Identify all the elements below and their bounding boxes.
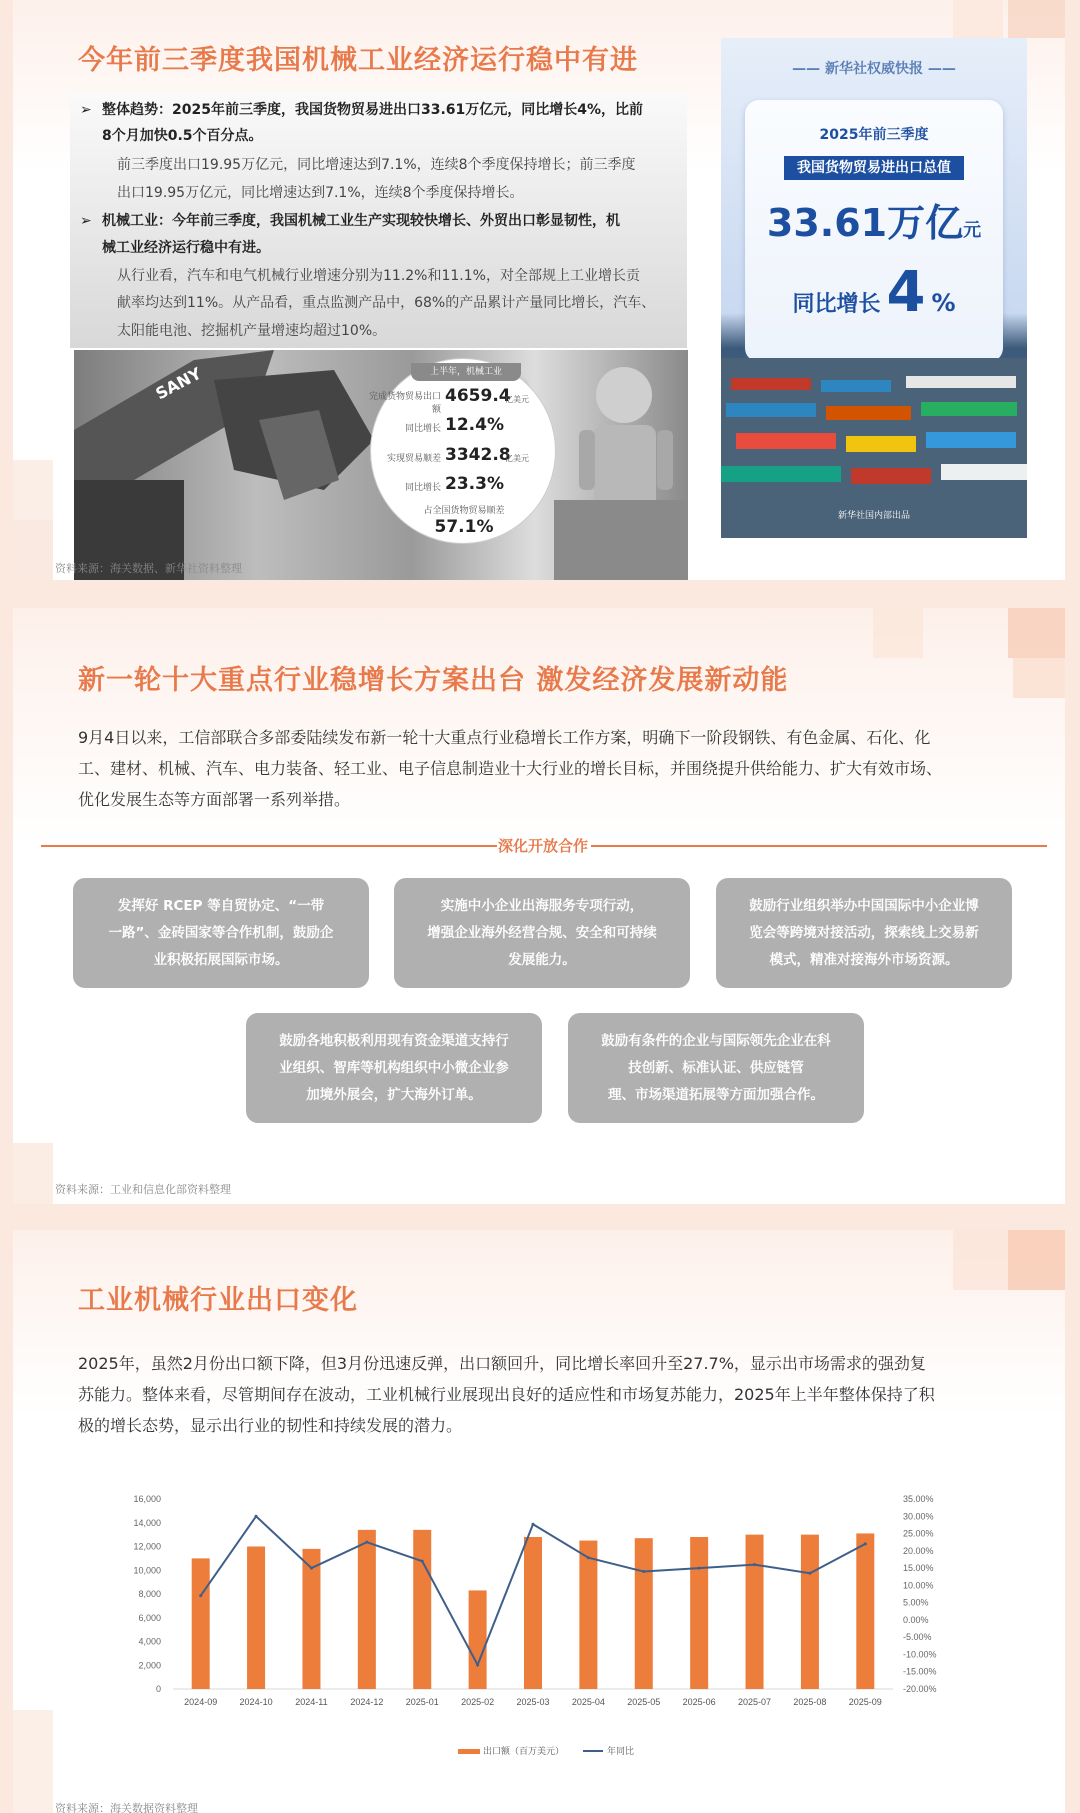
section3-title: 工业机械行业出口变化: [78, 1285, 358, 1316]
chart-yoy-point-2025-09: [864, 1542, 867, 1545]
chart-category-label: 2024-09: [184, 1697, 218, 1707]
chart-bar-2025-03: [524, 1537, 542, 1689]
right-axis-tick: -20.00%: [903, 1684, 937, 1694]
stats-value1: 4659.4: [445, 386, 511, 406]
divider-right: [591, 845, 1047, 847]
chart-yoy-point-2025-03: [532, 1523, 535, 1526]
section3-para1: 2025年，虽然2月份出口额下降，但3月份迅速反弹，出口额回升，同比增长率回升至27.7%，显示出市场需求的强劲复: [78, 1354, 926, 1373]
left-axis-tick: 14,000: [133, 1517, 161, 1528]
chart-bar-2024-12: [358, 1530, 376, 1689]
right-axis-tick: 25.00%: [903, 1528, 934, 1539]
chart-yoy-point-2025-05: [642, 1570, 645, 1573]
chart-yoy-point-2025-02: [476, 1663, 479, 1666]
left-axis-tick: 8,000: [138, 1589, 161, 1599]
sany-logo: SANY: [152, 363, 205, 404]
section3-para3: 极的增长态势，显示出行业的韧性和持续发展的潜力。: [78, 1416, 463, 1435]
stats-share: 57.1%: [434, 517, 494, 537]
chart-yoy-point-2025-01: [421, 1560, 424, 1563]
right-axis-tick: 0.00%: [903, 1614, 929, 1625]
chart-yoy-point-2025-07: [753, 1563, 756, 1566]
news-growth-label: 同比增长: [792, 292, 881, 317]
stats-growth2: 23.3%: [445, 474, 504, 494]
section3-para2: 苏能力。整体来看，尽管期间存在波动，工业机械行业展现出良好的适应性和市场复苏能力，2025年上半年整体保持了积: [78, 1385, 935, 1404]
right-axis-tick: 10.00%: [903, 1580, 934, 1591]
right-axis-tick: 15.00%: [903, 1563, 934, 1574]
stats-label2: 实现贸易顺差: [386, 454, 441, 464]
panel-machinery-overview: [13, 0, 1065, 580]
chart-bar-2025-08: [801, 1535, 819, 1689]
xinhua-news-card: [721, 38, 1027, 538]
section2-para2: 工、建材、机械、汽车、电力装备、轻工业、电子信息制造业十大行业的增长目标，并围绕提升供给能力、扩大有效市场、: [78, 759, 943, 778]
right-axis-tick: 30.00%: [903, 1511, 934, 1522]
chart-yoy-point-2024-10: [255, 1515, 258, 1518]
arrow-icon: ➢: [80, 102, 92, 118]
stats-unit1: 亿美元: [505, 395, 529, 404]
bullet-machinery-sub2: 献率均达到11%。从产品看，重点监测产品中，68%的产品累计产量同比增长，汽车、: [117, 295, 656, 311]
left-axis-tick: 6,000: [138, 1612, 161, 1623]
measure-card-expo: 鼓励行业组织举办中国国际中小企业博 览会等跨境对接活动，探索线上交易新 模式，精准对接海外市场资源。: [716, 878, 1012, 988]
chart-bar-2024-11: [302, 1549, 320, 1689]
stats-growth-label1: 同比增长: [404, 424, 441, 434]
panel-export-change: [13, 1230, 1065, 1813]
section2-para1: 9月4日以来，工信部联合多部委陆续发布新一轮十大重点行业稳增长工作方案，明确下一阶段钢铁、有色金属、石化、化: [78, 728, 931, 747]
chart-yoy-point-2024-12: [365, 1541, 368, 1544]
chart-category-label: 2025-01: [405, 1697, 439, 1707]
section2-para3: 优化发展生态等方面部署一系列举措。: [78, 790, 351, 809]
chart-category-label: 2024-12: [350, 1697, 384, 1707]
right-axis-tick: 35.00%: [903, 1494, 934, 1504]
stats-share-label: 占全国货物贸易顺差: [423, 506, 505, 516]
chart-yoy-point-2024-09: [199, 1594, 202, 1597]
chart-category-label: 2025-05: [627, 1697, 661, 1707]
news-value: 33.61万亿: [766, 201, 964, 245]
left-axis-tick: 4,000: [138, 1636, 161, 1647]
left-axis-tick: 2,000: [138, 1660, 161, 1671]
stats-heading: 上半年，机械工业: [411, 363, 521, 381]
section1-title: 今年前三季度我国机械工业经济运行稳中有进: [78, 45, 638, 76]
chart-bar-2025-01: [413, 1530, 431, 1689]
panel-ten-industries: [13, 608, 1065, 1204]
export-chart: [13, 1230, 1065, 1813]
measure-card-cooperation: 鼓励有条件的企业与国际领先企业在科 技创新、标准认证、供应链管 理、市场渠道拓展等方面加强合作。: [568, 1013, 864, 1123]
news-period: 2025年前三季度: [819, 127, 929, 143]
news-growth-value: 4: [886, 260, 926, 325]
chart-category-label: 2025-07: [738, 1697, 772, 1707]
stats-value2: 3342.8: [445, 445, 511, 465]
news-header: —— 新华社权威快报 ——: [792, 61, 956, 77]
divider-left: [41, 845, 497, 847]
chart-yoy-point-2025-06: [698, 1567, 701, 1570]
chart-bar-2025-05: [635, 1538, 653, 1689]
bullet-machinery-sub1: 从行业看，汽车和电气机械行业增速分别为11.2%和11.1%，对全部规上工业增长贡: [117, 268, 640, 284]
chart-category-label: 2025-09: [848, 1697, 882, 1707]
bullet-machinery-head2: 械工业经济运行稳中有进。: [102, 240, 270, 256]
stats-circle: [370, 358, 556, 544]
bullet-trend-head: ➢ 整体趋势：2025年前三季度，我国货物贸易进出口33.61万亿元，同比增长4%，比前: [102, 97, 643, 124]
bullet-machinery-sub3: 太阳能电池、挖掘机产量增速均超过10%。: [117, 323, 387, 339]
chart-category-label: 2024-11: [295, 1697, 328, 1707]
chart-category-label: 2025-03: [516, 1697, 550, 1707]
left-axis-tick: 12,000: [133, 1541, 161, 1552]
news-subject: 我国货物贸易进出口总值: [784, 156, 964, 180]
stats-growth1: 12.4%: [445, 415, 504, 435]
chart-bar-2024-10: [247, 1547, 265, 1690]
chart-yoy-point-2024-11: [310, 1567, 313, 1570]
chart-category-label: 2025-04: [571, 1697, 605, 1707]
chart-category-label: 2025-08: [793, 1697, 827, 1707]
bullet-trend-sub2: 出口19.95万亿元，同比增速达到7.1%，连续8个季度保持增长。: [117, 185, 524, 201]
news-value-row: [745, 192, 1003, 247]
chart-yoy-point-2025-08: [808, 1572, 811, 1575]
machinery-photo: [74, 350, 688, 580]
legend-bar-swatch: [458, 1749, 480, 1754]
news-unit: 元: [963, 220, 982, 241]
chart-bar-2025-07: [746, 1535, 764, 1689]
news-inner-card: [745, 100, 1003, 362]
arrow-icon: ➢: [80, 213, 92, 229]
right-axis-tick: 5.00%: [903, 1597, 929, 1608]
bullet-trend-sub1: 前三季度出口19.95万亿元，同比增速达到7.1%，连续8个季度保持增长；前三季度: [117, 157, 636, 173]
left-axis-tick: 0: [155, 1684, 161, 1694]
chart-yoy-point-2025-04: [587, 1556, 590, 1559]
left-axis-tick: 16,000: [133, 1494, 161, 1504]
measure-card-sme-overseas: 实施中小企业出海服务专项行动， 增强企业海外经营合规、安全和可持续 发展能力。: [394, 878, 690, 988]
section2-title: 新一轮十大重点行业稳增长方案出台 激发经济发展新动能: [78, 665, 789, 696]
legend-bar-label: 出口额（百万美元）: [483, 1746, 565, 1756]
stats-growth-label2: 同比增长: [404, 483, 441, 493]
divider-label: 深化开放合作: [497, 837, 588, 855]
chart-bar-2025-09: [856, 1533, 874, 1689]
bullet-trend-head2: 8个月加快0.5个百分点。: [102, 128, 263, 144]
measure-card-exhibitions: 鼓励各地积极利用现有资金渠道支持行 业组织、智库等机构组织中小微企业参 加境外展会，扩大海外订单。: [246, 1013, 542, 1123]
right-axis-tick: -15.00%: [903, 1666, 937, 1677]
section1-source: 资料来源：海关数据、新华社资料整理: [55, 562, 242, 575]
measure-card-rcep: 发挥好 RCEP 等自贸协定、“一带 一路”、金砖国家等合作机制，鼓励企 业积极拓展国际市场。: [73, 878, 369, 988]
section3-source: 资料来源：海关数据资料整理: [55, 1802, 198, 1813]
bullet-machinery-head: ➢ 机械工业：今年前三季度，我国机械工业生产实现较快增长、外贸出口彰显韧性，机: [102, 208, 620, 235]
legend-line-label: 年同比: [607, 1746, 635, 1756]
right-axis-tick: -10.00%: [903, 1649, 937, 1660]
news-footer: 新华社国内部出品: [837, 511, 910, 521]
news-growth-row: [745, 260, 1003, 325]
stats-unit2: 亿美元: [505, 454, 529, 463]
chart-bar-2025-04: [579, 1541, 597, 1689]
chart-bar-2024-09: [192, 1558, 210, 1689]
stats-label1: 完成货物贸易出口额: [368, 392, 441, 415]
left-axis-tick: 10,000: [133, 1565, 161, 1576]
chart-bar-2025-06: [690, 1537, 708, 1689]
chart-category-label: 2025-06: [682, 1697, 716, 1707]
chart-category-label: 2024-10: [239, 1697, 273, 1707]
chart-bar-2025-02: [469, 1590, 487, 1689]
news-growth-unit: %: [931, 289, 956, 317]
right-axis-tick: -5.00%: [903, 1632, 932, 1643]
chart-category-label: 2025-02: [461, 1697, 495, 1707]
section2-source: 资料来源：工业和信息化部资料整理: [55, 1183, 231, 1196]
right-axis-tick: 20.00%: [903, 1545, 934, 1556]
